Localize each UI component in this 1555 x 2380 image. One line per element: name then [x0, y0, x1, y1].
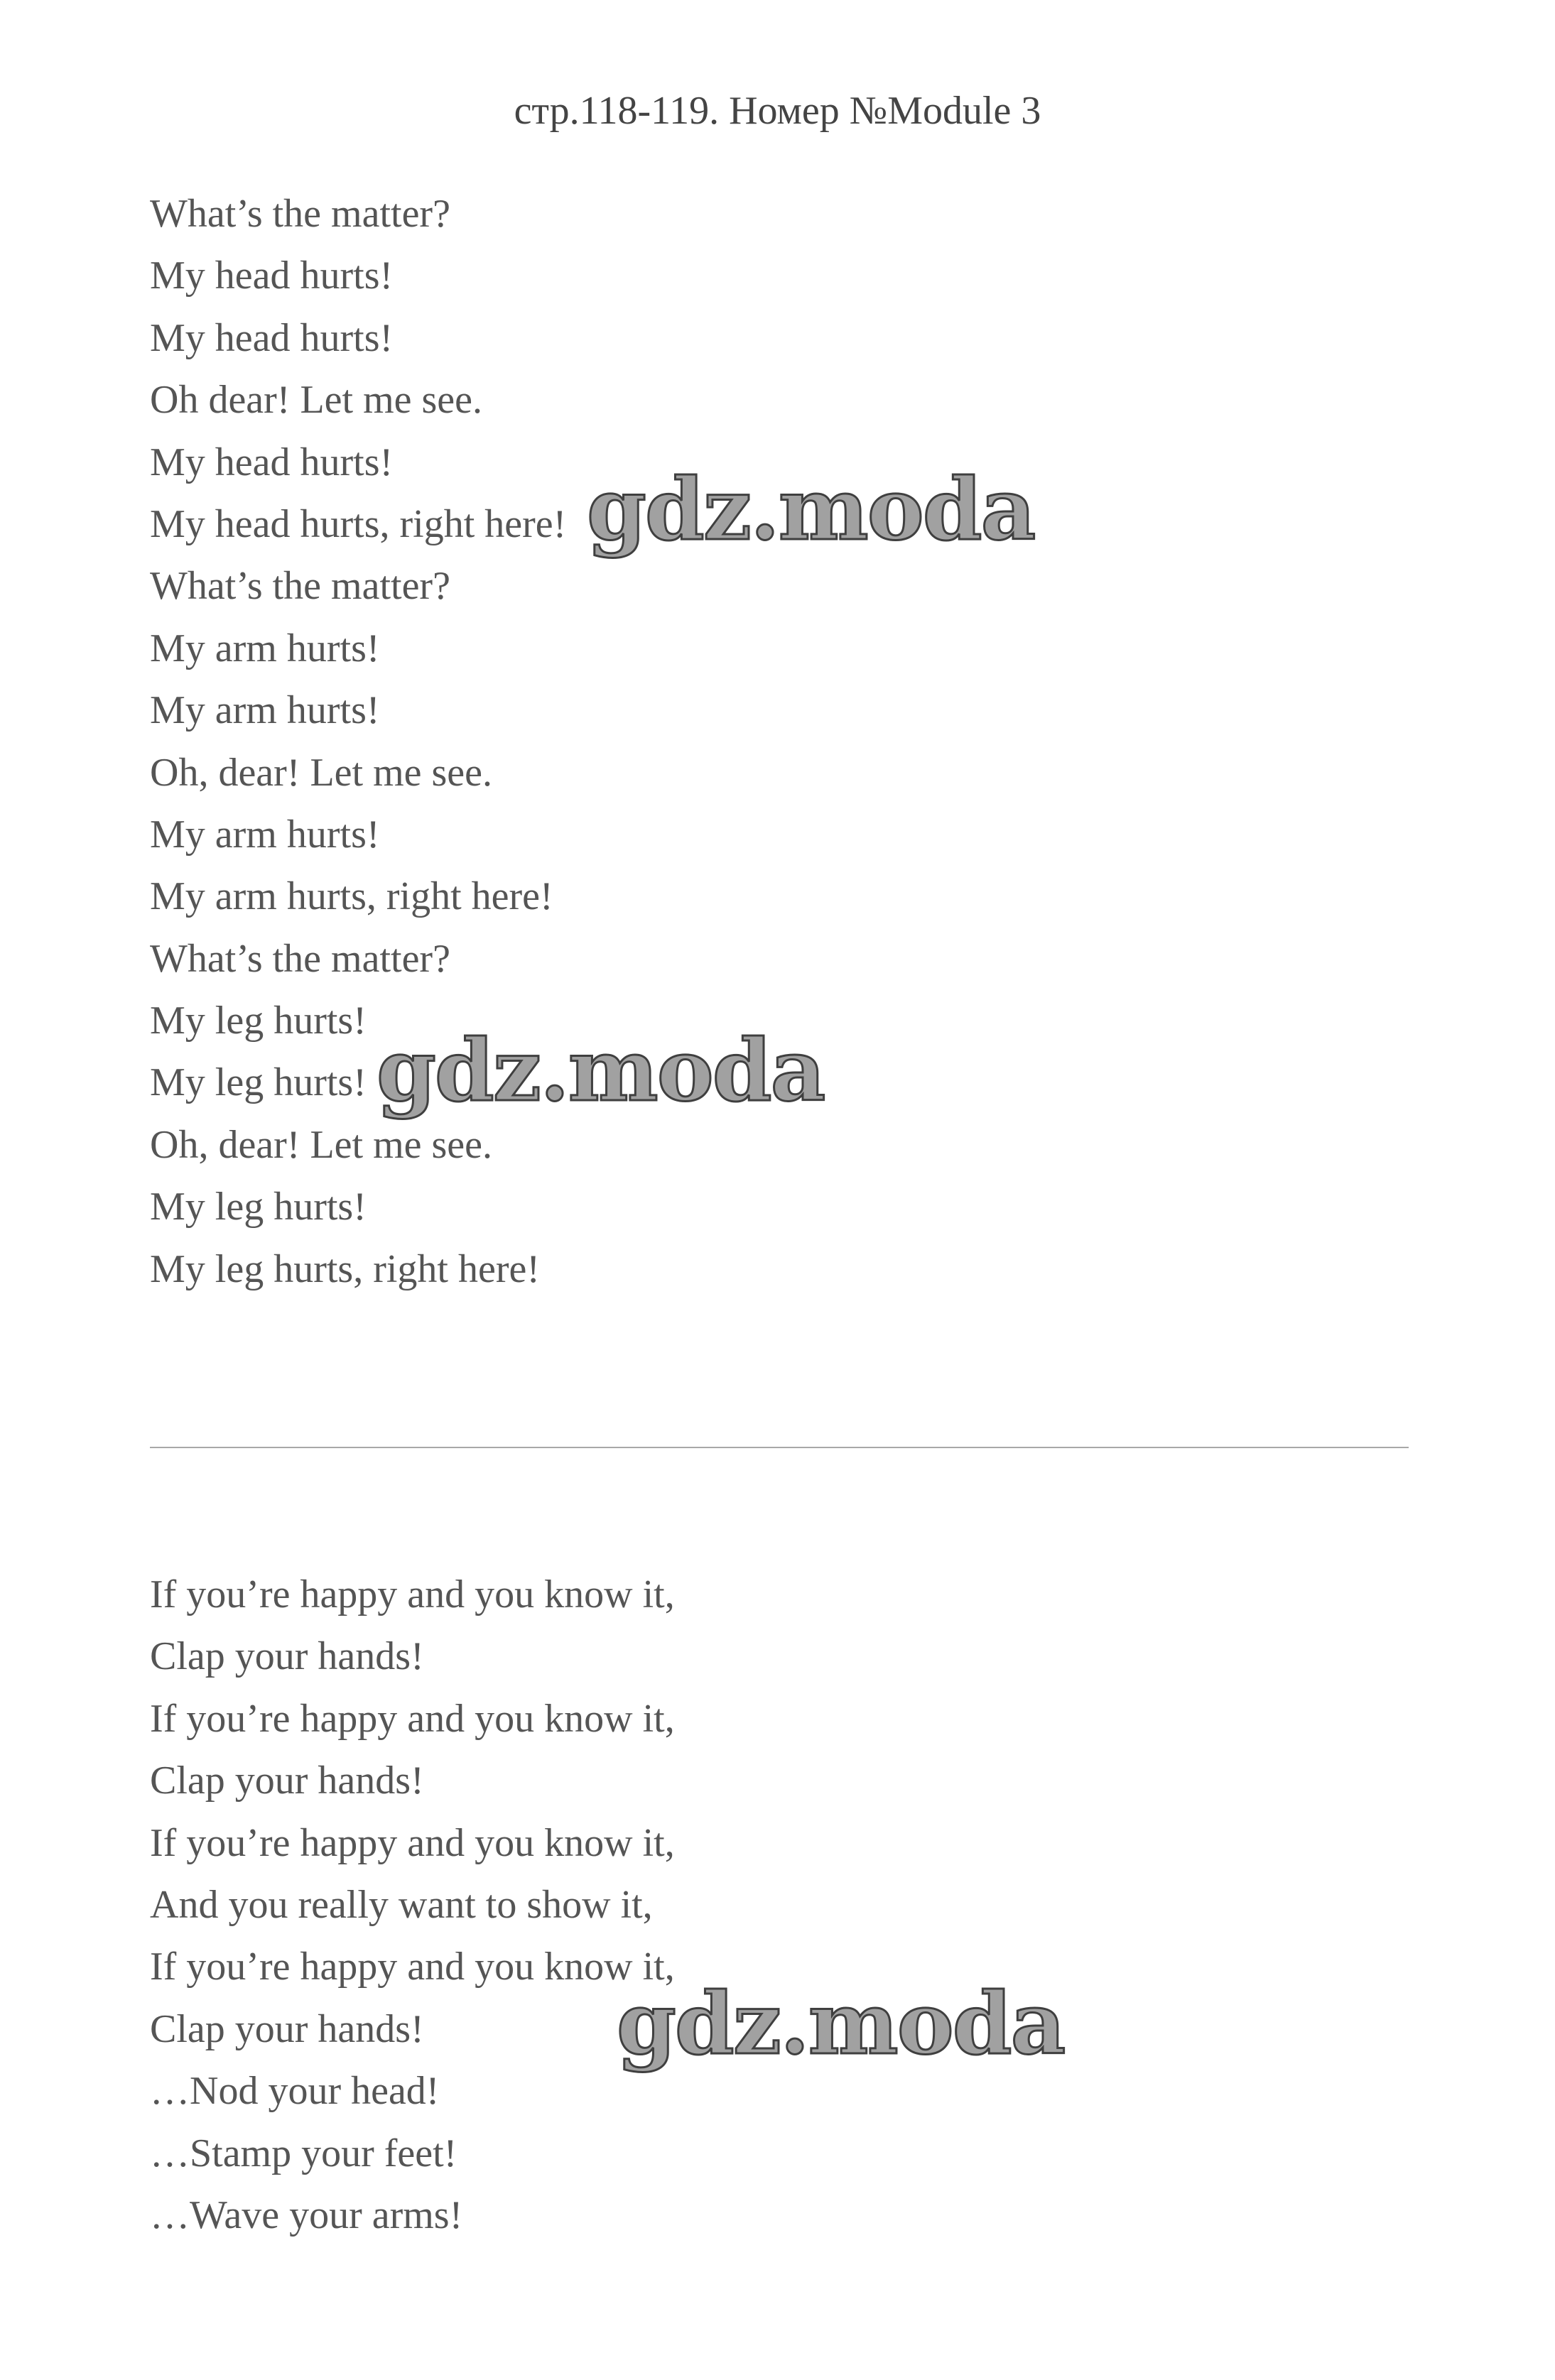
lyric-line: My head hurts!: [150, 315, 394, 360]
lyric-line: If you’re happy and you know it,: [150, 1696, 675, 1741]
lyric-line: My head hurts!: [150, 254, 394, 298]
lyric-line: My head hurts!: [150, 440, 394, 484]
lyric-line: If you’re happy and you know it,: [150, 1820, 675, 1865]
lyric-line: My leg hurts!: [150, 1060, 367, 1105]
page-title: стр.118-119. Номер №Module 3: [514, 89, 1041, 133]
lyric-line: My arm hurts!: [150, 626, 380, 670]
watermark-logo: gdz.moda: [617, 1974, 1065, 2074]
lyric-line: My head hurts, right here!: [150, 501, 567, 546]
lyric-line: My leg hurts!: [150, 999, 367, 1043]
lyric-line: My leg hurts!: [150, 1185, 367, 1229]
lyric-line: Clap your hands!: [150, 2006, 424, 2051]
lyric-line: Oh dear! Let me see.: [150, 378, 482, 423]
lyric-line: Clap your hands!: [150, 1759, 424, 1803]
section-divider: [150, 1447, 1409, 1448]
lyric-line: And you really want to show it,: [150, 1882, 653, 1927]
lyric-line: …Nod your head!: [150, 2069, 440, 2114]
watermark-logo: gdz.moda: [376, 1021, 825, 1121]
lyric-line: If you’re happy and you know it,: [150, 1572, 675, 1616]
lyric-line: Clap your hands!: [150, 1634, 424, 1679]
lyric-line: My leg hurts, right here!: [150, 1246, 540, 1291]
lyric-line: What’s the matter?: [150, 192, 450, 236]
lyric-line: Oh, dear! Let me see.: [150, 750, 492, 795]
watermark-logo: gdz.moda: [587, 460, 1035, 560]
lyric-line: What’s the matter?: [150, 564, 450, 609]
lyric-line: …Wave your arms!: [150, 2192, 463, 2237]
lyric-line: What’s the matter?: [150, 936, 450, 981]
lyric-line: If you’re happy and you know it,: [150, 1945, 675, 1989]
lyric-line: My arm hurts!: [150, 812, 380, 857]
lyric-line: Oh, dear! Let me see.: [150, 1122, 492, 1167]
lyric-line: …Stamp your feet!: [150, 2131, 457, 2175]
song-2-lyrics: [150, 1564, 675, 2246]
song-1-lyrics: [150, 183, 566, 1300]
lyric-line: My arm hurts, right here!: [150, 874, 553, 919]
lyric-line: My arm hurts!: [150, 688, 380, 733]
